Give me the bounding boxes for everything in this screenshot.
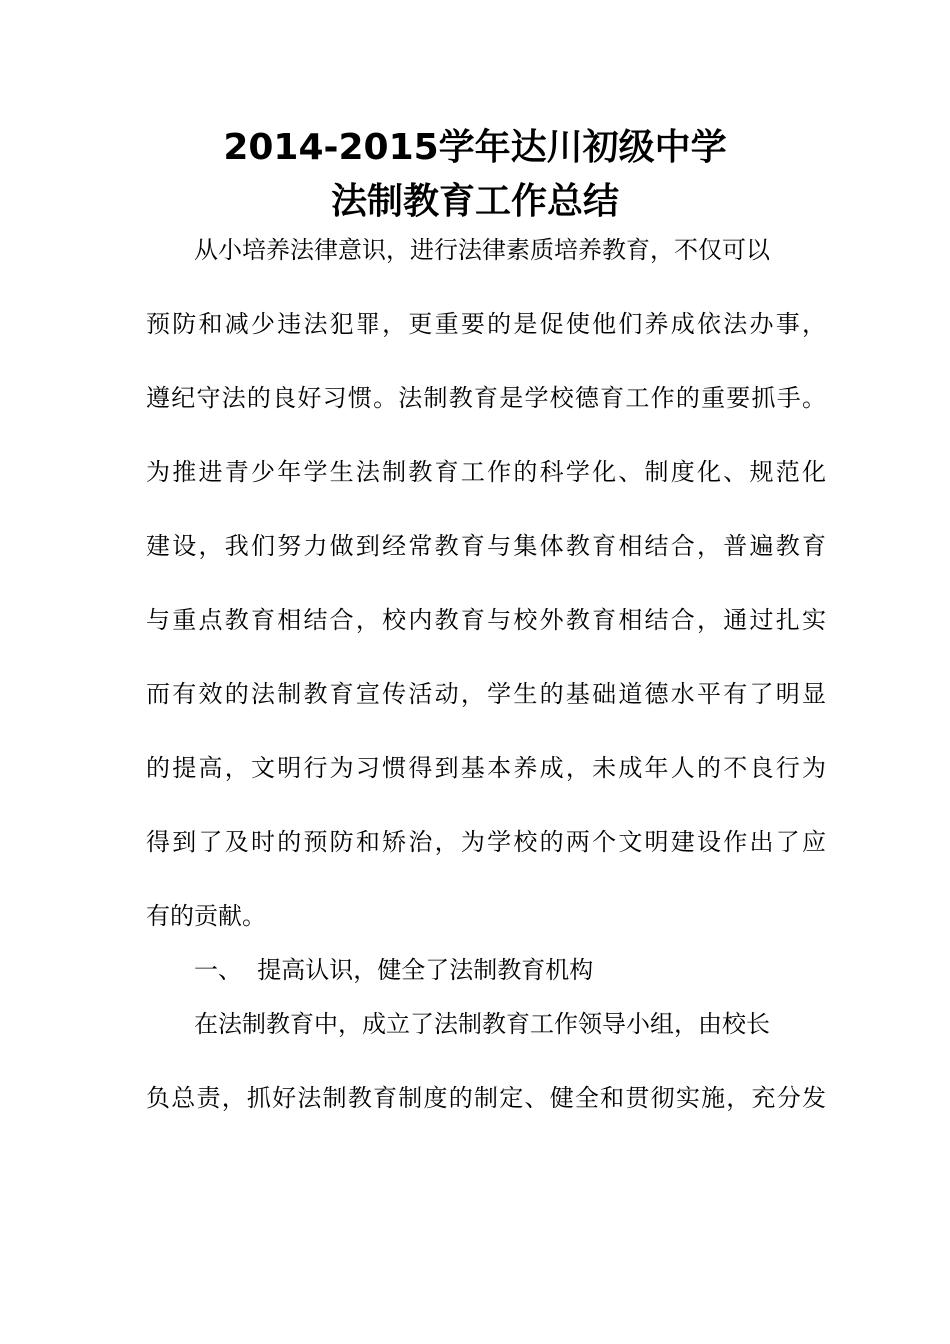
text-line: 的提高，文明行为习惯得到基本养成，未成年人的不良行为 bbox=[146, 754, 826, 782]
document-body bbox=[146, 226, 826, 1148]
text-line: 有的贡献。 bbox=[146, 902, 266, 930]
text-line: 而有效的法制教育宣传活动，学生的基础道德水平有了明显 bbox=[146, 680, 826, 708]
section-heading: 一、 提高认识，健全了法制教育机构 bbox=[194, 956, 594, 984]
text-line: 遵纪守法的良好习惯。法制教育是学校德育工作的重要抓手。 bbox=[146, 384, 826, 412]
text-line: 建设，我们努力做到经常教育与集体教育相结合，普遍教育 bbox=[146, 532, 826, 560]
text-line: 与重点教育相结合，校内教育与校外教育相结合，通过扎实 bbox=[146, 606, 826, 634]
text-line: 负总责，抓好法制教育制度的制定、健全和贯彻实施，充分发 bbox=[146, 1084, 826, 1112]
text-line: 预防和减少违法犯罪，更重要的是促使他们养成依法办事， bbox=[146, 310, 826, 338]
text-line: 在法制教育中，成立了法制教育工作领导小组，由校长 bbox=[194, 1010, 770, 1038]
text-line: 从小培养法律意识，进行法律素质培养教育，不仅可以 bbox=[194, 236, 770, 264]
document-title-line-2: 法制教育工作总结 bbox=[330, 181, 619, 222]
text-line: 为推进青少年学生法制教育工作的科学化、制度化、规范化 bbox=[146, 458, 826, 486]
document-title-line-1: 2014-2015学年达川初级中学 bbox=[223, 127, 727, 168]
text-line: 得到了及时的预防和矫治，为学校的两个文明建设作出了应 bbox=[146, 828, 826, 856]
